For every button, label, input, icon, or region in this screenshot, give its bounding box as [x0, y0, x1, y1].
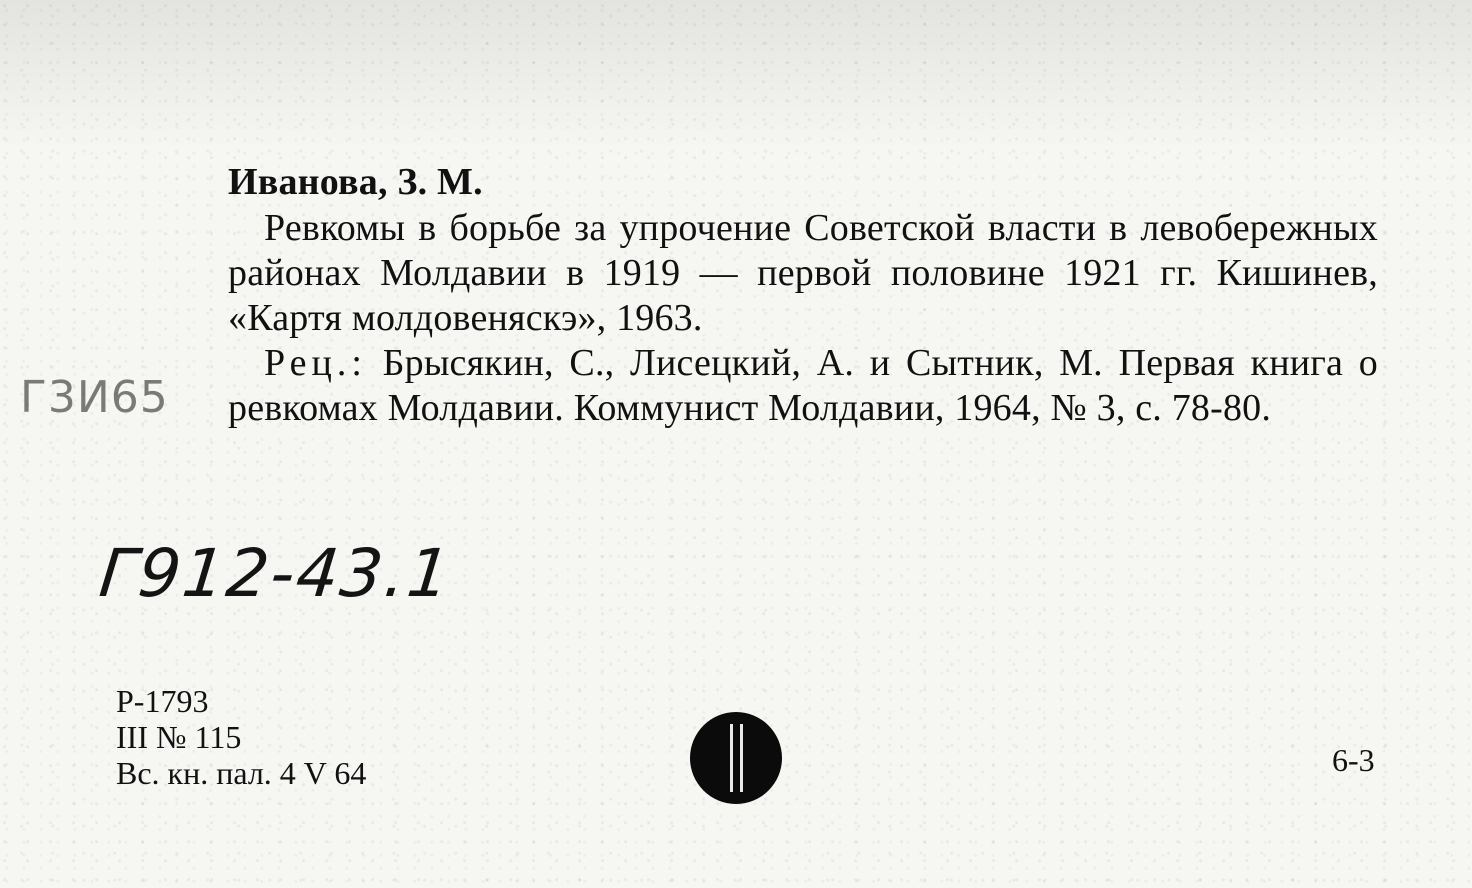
margin-stamp: Г3И65	[20, 372, 169, 423]
corner-code: 6-3	[1332, 742, 1375, 778]
review-label: Рец.:	[264, 342, 367, 384]
review-text: Брысякин, С., Лисецкий, А. и Сытник, М. Первая книга о ревкомах Молдавии. Коммунист Молдавии, 1964, № 3, с. 78-80.	[228, 342, 1378, 429]
review-paragraph	[228, 341, 1378, 431]
print-info	[116, 683, 366, 791]
print-info-line-1: Р-1793	[116, 683, 209, 719]
card-stain	[0, 0, 1472, 150]
handwritten-shelfmark: Г912-43.1	[95, 535, 456, 612]
author-heading: Иванова, З. М.	[228, 161, 483, 203]
punch-hole	[690, 712, 782, 804]
print-info-line-2: III № 115	[116, 719, 242, 755]
print-info-line-3: Вс. кн. пал. 4 V 64	[116, 755, 367, 791]
title-paragraph: Ревкомы в борьбе за упрочение Советской власти в левобережных районах Молдавии в 1919 — первой половине 1921 гг. Кишинев, «Картя молдовеняскэ», 1963.	[228, 207, 1378, 339]
bibliographic-entry	[228, 158, 1378, 431]
